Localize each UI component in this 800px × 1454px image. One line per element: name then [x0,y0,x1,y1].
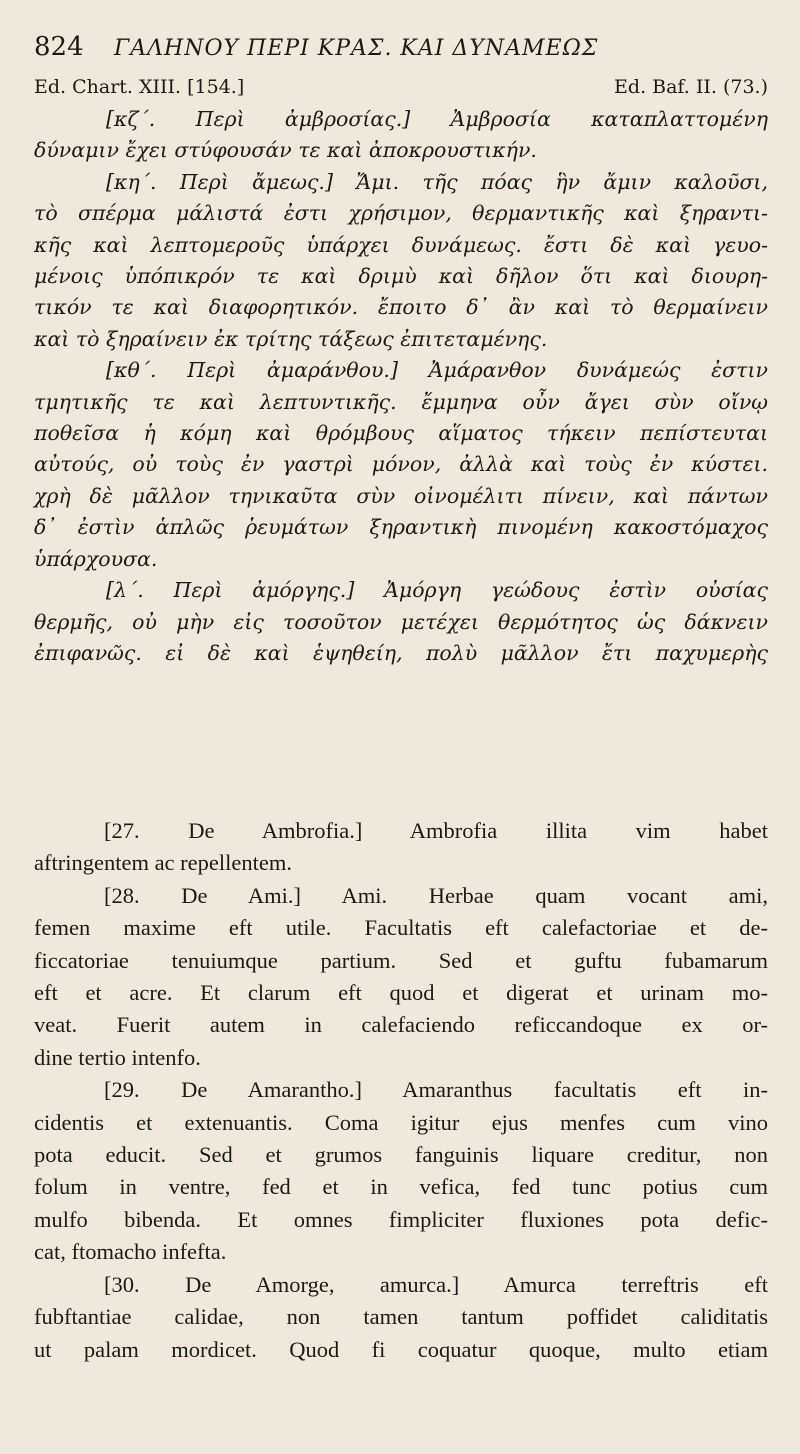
latin-line: ut palam mordicet. Quod fi coquatur quoque, multo etiam [34,1336,768,1362]
greek-line: αὐτούς, οὐ τοὺς ἐν γαστρὶ μόνον, ἀλλὰ καὶ τοὺς ἐν κύστει. [34,452,768,477]
greek-line: δύναμιν ἔχει στύφουσάν τε καὶ ἀποκρουστικήν. [34,138,537,163]
latin-line: eft et acre. Et clarum eft quod et digerat et urinam mo- [34,980,768,1006]
page-header [34,32,764,62]
greek-line: τὸ σπέρμα μάλιστά ἐστι χρήσιμον, θερμαντικῆς καὶ ξηραντι- [34,201,768,226]
latin-line: dine tertio intenfo. [34,1044,201,1070]
latin-line: [27. De Ambrofia.] Ambrofia illita vim habet [104,818,768,843]
latin-line: mulfo bibenda. Et omnes fimpliciter fluxiones pota defic- [34,1206,768,1232]
greek-line: [κη΄. Περὶ ἄμεως.] Ἄμι. τῆς πόας ἣν ἄμιν καλοῦσι, [106,169,768,194]
greek-line: χρὴ δὲ μᾶλλον τηνικαῦτα σὺν οἰνομέλιτι πίνειν, καὶ πάντων [34,483,768,508]
latin-line: aftringentem ac repellentem. [34,850,292,876]
greek-line: δ᾽ ἐστὶν ἁπλῶς ῥευμάτων ξηραντικὴ πινομένη κακοστόμαχος [34,515,768,540]
greek-line: τικόν τε καὶ διαφορητικόν. ἔποιτο δ᾽ ἂν καὶ τὸ θερμαίνειν [34,295,768,320]
greek-line: ἐπιφανῶς. εἰ δὲ καὶ ἑψηθείη, πολὺ μᾶλλον ἔτι παχυμερὴς [34,640,768,665]
greek-line: κῆς καὶ λεπτομεροῦς ὑπάρχει δυνάμεως. ἔστι δὲ καὶ γευο- [34,232,768,257]
latin-line: cidentis et extenuantis. Coma igitur ejus menfes cum vino [34,1109,768,1135]
latin-line: veat. Fuerit autem in calefaciendo reficcandoque ex or- [34,1012,768,1038]
latin-line: folum in ventre, fed et in vefica, fed tunc potius cum [34,1174,768,1200]
edition-basel-ref: Ed. Baf. II. (73.) [614,76,768,98]
greek-line: [λ΄. Περὶ ἀμόργης.] Ἀμόργη γεώδους ἐστὶν οὐσίας [106,578,768,603]
greek-line: ὑπάρχουσα. [34,546,158,571]
greek-text [34,104,768,669]
running-title: ΓΑΛΗΝΟΥ ΠΕΡΙ ΚΡΑΣ. ΚΑΙ ΔΥΝΑΜΕΩΣ [114,36,599,61]
greek-line: μένοις ὑπόπικρόν τε καὶ δριμὺ καὶ δῆλον ὅτι καὶ διουρη- [34,264,768,289]
latin-line: femen maxime eft utile. Facultatis eft calefactoriae et de- [34,915,768,941]
greek-line: [κθ΄. Περὶ ἀμαράνθου.] Ἀμάρανθον δυνάμεώς ἐστιν [106,358,768,383]
latin-line: ficcatoriae tenuiumque partium. Sed et guftu fubamarum [34,947,768,973]
edition-references [34,76,768,98]
greek-line: τμητικῆς τε καὶ λεπτυντικῆς. ἔμμηνα οὖν ἄγει σὺν οἴνῳ [34,389,768,414]
latin-line: [28. De Ami.] Ami. Herbae quam vocant ami, [104,882,768,908]
greek-line: ποθεῖσα ἡ κόμη καὶ θρόμβους αἵματος τήκειν πεπίστευται [34,421,768,446]
greek-line: θερμῆς, οὐ μὴν εἰς τοσοῦτον μετέχει θερμότητος ὡς δάκνειν [34,609,768,634]
latin-line: [29. De Amarantho.] Amaranthus facultatis eft in- [104,1077,768,1103]
latin-line: fubftantiae calidae, non tamen tantum poffidet caliditatis [34,1304,768,1330]
latin-line: cat, ftomacho infefta. [34,1239,227,1265]
latin-line: pota educit. Sed et grumos fanguinis liquare creditur, non [34,1142,768,1168]
edition-chart-ref: Ed. Chart. XIII. [154.] [34,76,245,98]
greek-line: [κζ΄. Περὶ ἀμβροσίας.] Ἀμβροσία καταπλαττομένη [106,107,768,131]
latin-text [34,815,768,1366]
page-number: 824 [34,32,84,62]
greek-line: καὶ τὸ ξηραίνειν ἐκ τρίτης τάξεως ἐπιτεταμένης. [34,326,548,351]
latin-line: [30. De Amorge, amurca.] Amurca terreftris eft [104,1271,768,1297]
